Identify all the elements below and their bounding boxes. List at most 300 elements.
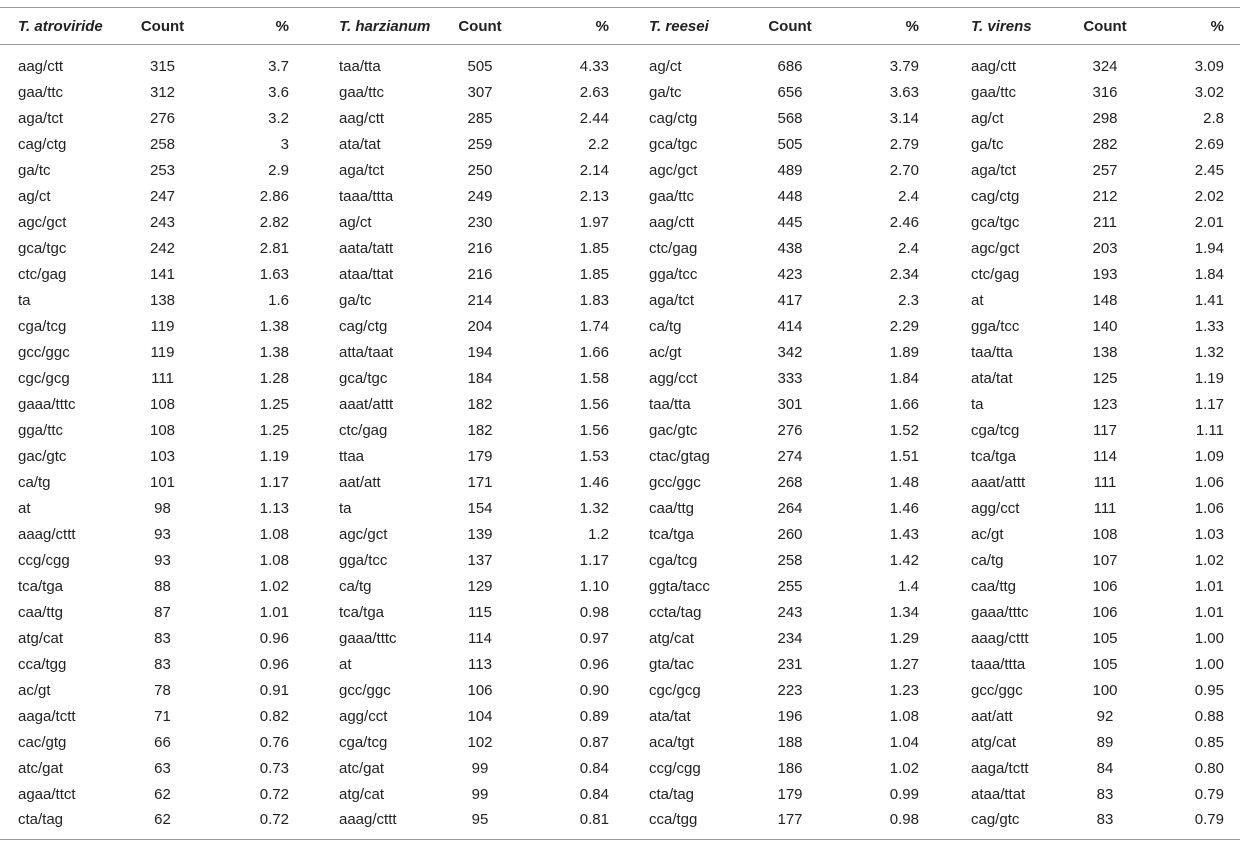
motif-cell: atc/gat [339, 759, 385, 777]
percent-cell: 1.33 [1194, 317, 1224, 335]
count-cell: 414 [777, 317, 803, 335]
percent-cell: 1.01 [259, 603, 289, 621]
percent-cell: 1.94 [1194, 239, 1224, 257]
motif-cell: gcc/ggc [18, 343, 70, 361]
table-row [0, 547, 1240, 573]
percent-cell: 0.95 [1194, 681, 1224, 699]
motif-cell: gga/tcc [339, 551, 388, 569]
motif-cell: cta/tag [0, 807, 115, 840]
count-cell: 103 [149, 447, 176, 465]
motif-cell: atc/gat [18, 759, 64, 777]
count-cell: 115 [468, 603, 492, 621]
table-row [0, 443, 1240, 469]
count-cell: 324 [1092, 57, 1118, 75]
count-cell: 138 [1092, 343, 1118, 361]
count-cell: 315 [149, 57, 176, 75]
percent-cell: 1.38 [259, 317, 289, 335]
count-cell: 137 [467, 551, 493, 569]
count-cell: 423 [777, 265, 803, 283]
motif-cell: ta [339, 499, 352, 517]
percent-cell: 1.23 [889, 681, 919, 699]
percent-cell: 1.2 [588, 525, 609, 543]
motif-cell: cag/gtc [935, 807, 1060, 840]
percent-cell: 3.14 [889, 109, 919, 127]
motif-cell: caa/ttg [18, 603, 64, 621]
percent-cell: 0.89 [579, 707, 609, 725]
motif-cell: ag/ct [339, 213, 372, 231]
motif-cell: taaa/ttta [971, 655, 1026, 673]
motif-cell: ata/tat [339, 135, 381, 153]
motif-cell: cgc/gcg [649, 681, 701, 699]
count-cell: 114 [1093, 447, 1117, 465]
percent-cell: 2.82 [259, 213, 289, 231]
count-cell: 182 [467, 421, 493, 439]
motif-cell: taaa/ttta [339, 187, 394, 205]
percent-cell: 1.08 [259, 525, 289, 543]
count-cell: 285 [467, 109, 493, 127]
percent-cell: 2.4 [898, 187, 919, 205]
count-cell: 171 [467, 473, 493, 491]
count-cell: 307 [467, 83, 493, 101]
motif-cell: ca/tg [339, 577, 372, 595]
count-cell: 111 [1093, 473, 1117, 491]
table-row [0, 209, 1240, 235]
percent-cell: 0.88 [1194, 707, 1224, 725]
motif-cell: cga/tcg [339, 733, 388, 751]
count-cell: 83 [1060, 807, 1150, 840]
motif-cell: ctc/gag [339, 421, 388, 439]
percent-cell: 1.53 [579, 447, 609, 465]
motif-cell: gca/tgc [339, 369, 388, 387]
count-cell: 101 [149, 473, 176, 491]
motif-cell: gac/gtc [18, 447, 67, 465]
percent-cell: 1.84 [889, 369, 919, 387]
percent-cell: 3.6 [268, 83, 289, 101]
motif-cell: ga/tc [971, 135, 1004, 153]
count-cell: 98 [154, 499, 171, 517]
count-cell: 258 [777, 551, 803, 569]
percent-cell: 2.69 [1194, 135, 1224, 153]
percent-cell: 2.46 [889, 213, 919, 231]
percent-cell: 2.63 [579, 83, 609, 101]
percent-cell: 2.34 [889, 265, 919, 283]
motif-cell: aaat/attt [339, 395, 394, 413]
percent-cell: 1.10 [579, 577, 609, 595]
percent-cell: 2.01 [1194, 213, 1224, 231]
count-cell: 259 [467, 135, 493, 153]
count-cell: 93 [154, 551, 171, 569]
motif-cell: taa/tta [339, 57, 381, 75]
count-cell: 111 [1093, 499, 1117, 517]
count-cell: 88 [154, 577, 171, 595]
percent-cell: 0.96 [579, 655, 609, 673]
count-cell: 119 [150, 317, 175, 335]
motif-cell: cag/ctg [18, 135, 67, 153]
table-row [0, 391, 1240, 417]
motif-cell: gcc/ggc [649, 473, 701, 491]
percent-cell: 1.43 [889, 525, 919, 543]
motif-cell: aaga/tctt [18, 707, 76, 725]
count-cell: 113 [468, 655, 492, 673]
percent-cell: 0.96 [259, 655, 289, 673]
count-cell: 568 [777, 109, 803, 127]
count-cell: 194 [467, 343, 493, 361]
count-cell: 489 [777, 161, 803, 179]
count-cell: 138 [149, 291, 176, 309]
motif-cell: gaa/ttc [971, 83, 1017, 101]
percent-cell: 0.96 [259, 629, 289, 647]
count-cell: 62 [115, 807, 210, 840]
count-cell: 105 [1092, 655, 1118, 673]
table-row [0, 625, 1240, 651]
percent-cell: 1.11 [1195, 421, 1224, 439]
motif-cell: cga/tcg [649, 551, 698, 569]
percent-cell: 2.45 [1194, 161, 1224, 179]
percent-cell: 1.38 [259, 343, 289, 361]
motif-cell: aag/ctt [971, 57, 1017, 75]
percent-cell: 1.29 [889, 629, 919, 647]
percent-cell: 1.04 [889, 733, 919, 751]
count-cell: 184 [467, 369, 493, 387]
motif-cell: ttaa [339, 447, 365, 465]
motif-cell: atg/cat [18, 629, 64, 647]
motif-cell: gaaa/tttc [18, 395, 76, 413]
table-row [0, 521, 1240, 547]
table-row [0, 703, 1240, 729]
table-row [0, 755, 1240, 781]
motif-cell: aaag/cttt [305, 807, 430, 840]
motif-cell: aag/ctt [18, 57, 64, 75]
count-cell: 104 [467, 707, 493, 725]
percent-cell: 2.8 [1203, 109, 1224, 127]
count-cell: 117 [1093, 421, 1117, 439]
motif-cell: agg/cct [971, 499, 1020, 517]
motif-cell: ga/tc [18, 161, 51, 179]
percent-cell: 0.79 [1194, 785, 1224, 803]
percent-cell: 1.83 [579, 291, 609, 309]
percent-header: % [840, 8, 935, 45]
motif-cell: gca/tgc [649, 135, 698, 153]
table-row [0, 365, 1240, 391]
motif-cell: cca/tgg [625, 807, 740, 840]
percent-cell: 1.17 [259, 473, 289, 491]
motif-cell: aaga/tctt [971, 759, 1029, 777]
count-cell: 231 [777, 655, 803, 673]
count-cell: 212 [1092, 187, 1118, 205]
percent-cell: 1.00 [1194, 655, 1224, 673]
count-cell: 182 [467, 395, 493, 413]
motif-cell: cga/tcg [18, 317, 67, 335]
count-cell: 106 [1092, 603, 1118, 621]
motif-cell: aga/tct [971, 161, 1017, 179]
motif-cell: gta/tac [649, 655, 695, 673]
count-cell: 84 [1096, 759, 1114, 777]
count-cell: 108 [1092, 525, 1118, 543]
motif-cell: ac/gt [649, 343, 682, 361]
motif-cell: ggta/tacc [649, 577, 710, 595]
percent-cell: 1.13 [259, 499, 289, 517]
motif-cell: at [339, 655, 352, 673]
motif-cell: aca/tgt [649, 733, 695, 751]
count-cell: 102 [467, 733, 493, 751]
percent-cell: 1.00 [1194, 629, 1224, 647]
percent-cell: 1.6 [268, 291, 289, 309]
count-cell: 125 [1092, 369, 1118, 387]
percent-cell: 2.70 [889, 161, 919, 179]
percent-cell: 3.02 [1194, 83, 1224, 101]
percent-cell: 1.27 [889, 655, 919, 673]
percent-cell: 1.08 [259, 551, 289, 569]
percent-cell: 0.87 [579, 733, 609, 751]
table-row [0, 183, 1240, 209]
percent-cell: 1.63 [259, 265, 289, 283]
percent-cell: 3.63 [889, 83, 919, 101]
motif-cell: gac/gtc [649, 421, 698, 439]
motif-cell: at [18, 499, 31, 517]
count-cell: 333 [777, 369, 803, 387]
count-cell: 93 [154, 525, 171, 543]
count-cell: 243 [149, 213, 176, 231]
count-cell: 242 [149, 239, 176, 257]
count-cell: 211 [1093, 213, 1117, 231]
count-cell: 87 [154, 603, 171, 621]
count-cell: 417 [777, 291, 803, 309]
count-cell: 216 [467, 265, 493, 283]
percent-cell: 1.19 [1194, 369, 1224, 387]
percent-cell: 1.09 [1194, 447, 1224, 465]
count-header: Count [115, 8, 210, 45]
motif-cell: tca/tga [339, 603, 385, 621]
species-header: T. reesei [625, 8, 740, 45]
count-cell: 312 [149, 83, 176, 101]
count-cell: 505 [467, 57, 493, 75]
table-row [0, 45, 1240, 80]
count-cell: 193 [1092, 265, 1118, 283]
table-row [0, 781, 1240, 807]
percent-cell: 0.73 [259, 759, 289, 777]
count-cell: 108 [149, 395, 176, 413]
motif-cell: gaa/ttc [339, 83, 385, 101]
motif-cell: gaaa/tttc [971, 603, 1029, 621]
motif-cell: tca/tga [18, 577, 64, 595]
count-cell: 274 [777, 447, 803, 465]
percent-cell: 1.19 [259, 447, 289, 465]
percent-header: % [210, 8, 305, 45]
percent-cell: 1.74 [579, 317, 609, 335]
motif-cell: ac/gt [971, 525, 1004, 543]
count-cell: 505 [777, 135, 803, 153]
percent-cell: 1.85 [579, 265, 609, 283]
count-cell: 230 [467, 213, 493, 231]
percent-cell: 4.33 [579, 57, 609, 75]
percent-cell: 1.66 [889, 395, 919, 413]
count-cell: 257 [1092, 161, 1118, 179]
count-cell: 243 [777, 603, 803, 621]
motif-cell: aaag/cttt [18, 525, 76, 543]
percent-cell: 0.98 [579, 603, 609, 621]
motif-cell: aag/ctt [339, 109, 385, 127]
percent-cell: 2.13 [579, 187, 609, 205]
count-cell: 63 [154, 759, 171, 777]
percent-cell: 2.44 [579, 109, 609, 127]
percent-cell: 1.32 [579, 499, 609, 517]
count-cell: 216 [467, 239, 493, 257]
percent-cell: 1.25 [259, 395, 289, 413]
motif-cell: at [971, 291, 984, 309]
species-header: T. atroviride [0, 8, 115, 45]
count-cell: 656 [777, 83, 803, 101]
motif-cell: aga/tct [339, 161, 385, 179]
motif-cell: taa/tta [649, 395, 691, 413]
percent-cell: 2.2 [588, 135, 609, 153]
count-cell: 83 [154, 629, 171, 647]
count-cell: 139 [467, 525, 493, 543]
motif-cell: cac/gtg [18, 733, 67, 751]
motif-cell: caa/ttg [971, 577, 1017, 595]
count-header: Count [1060, 8, 1150, 45]
table-row [0, 235, 1240, 261]
percent-cell: 1.25 [259, 421, 289, 439]
motif-cell: atg/cat [971, 733, 1017, 751]
percent-cell: 1.03 [1194, 525, 1224, 543]
percent-cell: 1.01 [1194, 603, 1224, 621]
count-cell: 445 [777, 213, 803, 231]
percent-cell: 1.89 [889, 343, 919, 361]
motif-cell: ga/tc [339, 291, 372, 309]
percent-cell: 1.48 [889, 473, 919, 491]
percent-cell: 0.80 [1194, 759, 1224, 777]
percent-cell: 1.97 [579, 213, 609, 231]
motif-cell: aata/tatt [339, 239, 394, 257]
motif-cell: cag/ctg [649, 109, 698, 127]
motif-cell: atta/taat [339, 343, 394, 361]
percent-cell: 1.01 [1194, 577, 1224, 595]
table-row [0, 677, 1240, 703]
percent-cell: 0.90 [579, 681, 609, 699]
motif-cell: ctc/gag [971, 265, 1020, 283]
count-cell: 114 [468, 629, 492, 647]
percent-cell: 3.79 [889, 57, 919, 75]
percent-cell: 0.72 [210, 807, 305, 840]
percent-cell: 1.06 [1194, 473, 1224, 491]
count-cell: 92 [1096, 707, 1114, 725]
table-row [0, 339, 1240, 365]
percent-cell: 1.02 [889, 759, 919, 777]
table-row [0, 131, 1240, 157]
motif-cell: ataa/ttat [339, 265, 394, 283]
percent-cell: 1.84 [1194, 265, 1224, 283]
percent-cell: 1.42 [889, 551, 919, 569]
table-row [0, 807, 1240, 840]
motif-cell: ata/tat [971, 369, 1013, 387]
count-cell: 188 [777, 733, 803, 751]
motif-cell: agc/gct [339, 525, 388, 543]
percent-cell: 0.99 [889, 785, 919, 803]
count-cell: 105 [1092, 629, 1118, 647]
table-body [0, 45, 1240, 840]
count-cell: 247 [149, 187, 176, 205]
motif-cell: gga/ttc [18, 421, 64, 439]
count-cell: 301 [777, 395, 803, 413]
percent-cell: 2.9 [268, 161, 289, 179]
motif-cell: agc/gct [649, 161, 698, 179]
motif-cell: atg/cat [339, 785, 385, 803]
percent-cell: 1.08 [889, 707, 919, 725]
percent-cell: 2.79 [889, 135, 919, 153]
count-cell: 253 [149, 161, 176, 179]
count-cell: 89 [1096, 733, 1114, 751]
count-cell: 204 [467, 317, 493, 335]
percent-cell: 0.82 [259, 707, 289, 725]
count-cell: 66 [154, 733, 171, 751]
table-row [0, 417, 1240, 443]
motif-cell: gca/tgc [18, 239, 67, 257]
count-cell: 282 [1092, 135, 1118, 153]
percent-header: % [530, 8, 625, 45]
count-cell: 438 [777, 239, 803, 257]
motif-cell: agc/gct [971, 239, 1020, 257]
percent-cell: 1.66 [579, 343, 609, 361]
motif-cell: gaaa/tttc [339, 629, 397, 647]
count-cell: 258 [149, 135, 176, 153]
count-cell: 83 [1096, 785, 1114, 803]
motif-cell: tca/tga [971, 447, 1017, 465]
motif-cell: cag/ctg [971, 187, 1020, 205]
motif-cell: ca/tg [971, 551, 1004, 569]
table-row [0, 495, 1240, 521]
table-row [0, 287, 1240, 313]
count-cell: 119 [150, 343, 175, 361]
motif-cell: ga/tc [649, 83, 682, 101]
count-cell: 260 [777, 525, 803, 543]
percent-cell: 1.02 [1194, 551, 1224, 569]
percent-cell: 2.86 [259, 187, 289, 205]
count-cell: 78 [154, 681, 171, 699]
motif-cell: agaa/ttct [18, 785, 76, 803]
motif-cell: ta [971, 395, 984, 413]
motif-cell: ca/tg [18, 473, 51, 491]
motif-cell: agc/gct [18, 213, 67, 231]
percent-cell: 1.51 [889, 447, 919, 465]
table-row [0, 469, 1240, 495]
percent-cell: 3 [280, 135, 289, 153]
percent-cell: 0.79 [1150, 807, 1240, 840]
motif-cell: aga/tct [649, 291, 695, 309]
percent-cell: 1.32 [1194, 343, 1224, 361]
percent-cell: 1.52 [889, 421, 919, 439]
motif-cell: ctc/gag [649, 239, 698, 257]
motif-cell: gaa/ttc [649, 187, 695, 205]
motif-cell: cga/tcg [971, 421, 1020, 439]
motif-cell: gga/tcc [971, 317, 1020, 335]
table-row [0, 105, 1240, 131]
percent-cell: 1.46 [889, 499, 919, 517]
count-cell: 196 [777, 707, 803, 725]
count-cell: 179 [467, 447, 493, 465]
percent-cell: 1.34 [889, 603, 919, 621]
count-cell: 141 [149, 265, 176, 283]
percent-cell: 1.17 [579, 551, 609, 569]
count-cell: 106 [467, 681, 493, 699]
count-cell: 99 [471, 759, 489, 777]
percent-cell: 2.14 [579, 161, 609, 179]
count-cell: 62 [154, 785, 171, 803]
count-cell: 148 [1092, 291, 1118, 309]
percent-cell: 1.46 [579, 473, 609, 491]
table-row [0, 157, 1240, 183]
count-cell: 83 [154, 655, 171, 673]
percent-cell: 3.2 [268, 109, 289, 127]
